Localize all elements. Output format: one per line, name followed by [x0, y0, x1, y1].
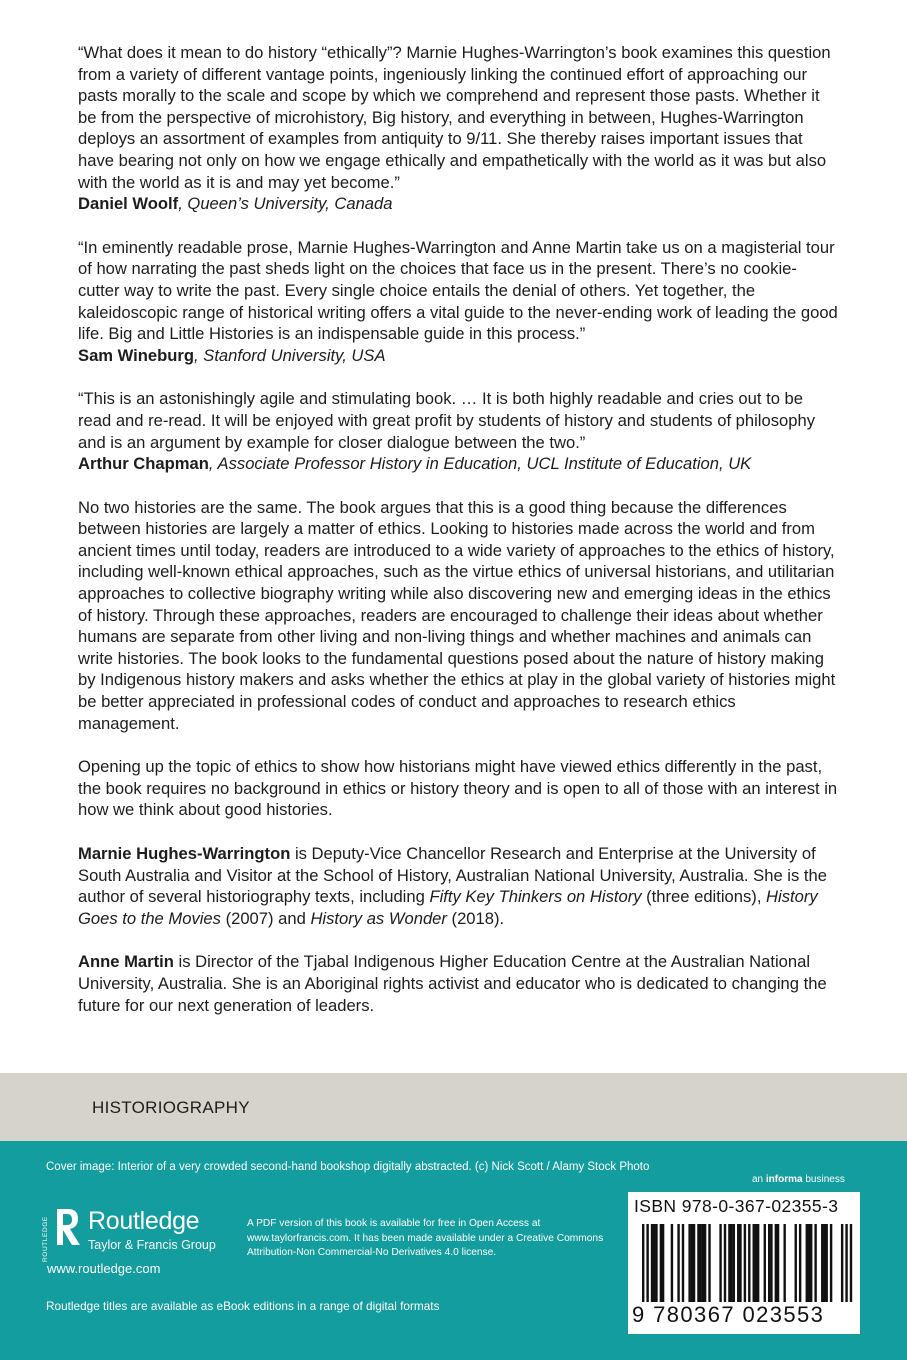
barcode-bar	[702, 1224, 704, 1302]
barcode-bar	[806, 1224, 808, 1302]
routledge-vertical-text: ROUTLEDGE	[42, 1216, 49, 1262]
review-attribution-2	[78, 345, 838, 367]
review-attribution-1	[78, 193, 838, 215]
barcode-bar	[764, 1224, 766, 1302]
author-name: Marnie Hughes-Warrington	[78, 844, 291, 863]
barcode-bar	[739, 1224, 741, 1302]
reviewer-name: Daniel Woolf	[78, 194, 179, 214]
author-bio-text: (2007) and	[220, 908, 311, 928]
book-title: History Goes to the Movies	[78, 887, 818, 928]
barcode-bar	[724, 1224, 726, 1302]
category-band	[0, 1073, 907, 1141]
isbn-barcode-box	[628, 1192, 860, 1334]
barcode-bar	[850, 1224, 852, 1302]
barcode-bar	[748, 1224, 750, 1302]
reviewer-affiliation: , Associate Professor History in Education, UCL Institute of Education, UK	[208, 454, 752, 474]
barcode-bar	[768, 1224, 770, 1302]
review-quote-1: “What does it mean to do history “ethically”? Marnie Hughes-Warrington’s book examines this question from a variety of different vantage points, ingeniously linking the continued effort of approaching our pasts morally to the scale and scope by which we comprehend and represent those pasts. Whether it be from the perspective of microhistory, Big history, and everything in between, Hughes-Warrington deploys an assortment of examples from antiquity to 9/11. She thereby raises important issues that have bearing not only on how we engage ethically and empathetically with the world as it was but also with the world as it is and may yet become.”	[78, 43, 831, 192]
open-access-notice: A PDF version of this book is available for free in Open Access at www.taylorfrancis.com. It has been made available under a Creative Commons Attribution-Non Commercial-No Derivatives 4.0 license.	[247, 1218, 604, 1258]
description-paragraph-2: Opening up the topic of ethics to show how historians might have viewed ethics differently in the past, the book requires no background in ethics or history theory and is open to all of those with an interest in how we think about good histories.	[78, 757, 838, 820]
barcode-bar	[825, 1224, 827, 1302]
barcode-icon	[642, 1224, 852, 1302]
barcode-bar	[777, 1224, 779, 1302]
barcode-bar	[775, 1224, 777, 1302]
barcode-bar	[693, 1224, 695, 1302]
barcode-bar	[691, 1224, 693, 1302]
barcode-bar	[677, 1224, 679, 1302]
barcode-bar	[730, 1224, 732, 1302]
barcode-bar	[660, 1224, 662, 1302]
barcode-bar	[671, 1224, 673, 1302]
barcode-digits: 9 780367 023553	[632, 1302, 825, 1327]
barcode-bar	[770, 1224, 772, 1302]
barcode-bar	[719, 1224, 721, 1302]
barcode-bar	[783, 1224, 785, 1302]
author-bio-text: (2018).	[446, 908, 505, 928]
informa-text: an	[752, 1174, 766, 1185]
barcode-bar	[697, 1224, 699, 1302]
cover-image-credit: Cover image: Interior of a very crowded second-hand bookshop digitally abstracted. (c) Nick Scott / Alamy Stock Photo	[46, 1161, 650, 1173]
barcode-bar	[708, 1224, 710, 1302]
informa-brand: informa	[765, 1174, 803, 1185]
author-name: Anne Martin	[78, 952, 174, 972]
book-title: Fifty Key Thinkers on History	[429, 887, 642, 907]
publisher-subtitle: Taylor & Francis Group	[88, 1238, 216, 1252]
reviewer-affiliation: , Queen’s University, Canada	[178, 194, 393, 214]
barcode-bar	[737, 1224, 739, 1302]
back-cover-text	[78, 42, 838, 1038]
reviewer-affiliation: , Stanford University, USA	[194, 345, 386, 365]
barcode-bar	[642, 1224, 644, 1302]
reviewer-name: Sam Wineburg	[78, 345, 195, 365]
barcode-bar	[653, 1224, 655, 1302]
barcode-bar	[682, 1224, 684, 1302]
barcode-bar	[830, 1224, 832, 1302]
barcode-bar	[808, 1224, 810, 1302]
barcode-bar	[646, 1224, 648, 1302]
barcode-bar	[799, 1224, 801, 1302]
review-quote-3: “This is an astonishingly agile and stimulating book. … It is both highly readable and cries out to be read and re-read. It will be enjoyed with great profit by students of history and students of philosophy and is an argument by example for closer dialogue between the two.”	[78, 389, 816, 452]
review-quote-2: “In eminently readable prose, Marnie Hughes-Warrington and Anne Martin take us on a magisterial tour of how narrating the past sheds light on the choices that face us in the present. There’s no cookie-cutter way to write the past. Every single choice entails the denial of others. Yet together, the kaleidoscopic range of historical writing offers a vital guide to the never-ending work of leading the good life. Big and Little Histories is an indispensable guide in this process.”	[78, 237, 838, 344]
barcode-bar	[699, 1224, 701, 1302]
ebook-notice: Routledge titles are available as eBook editions in a range of digital formats	[46, 1299, 440, 1313]
barcode-bar	[821, 1224, 823, 1302]
reviewer-name: Arthur Chapman	[78, 454, 209, 474]
category-label: HISTORIOGRAPHY	[92, 1098, 250, 1117]
barcode-bar	[795, 1224, 797, 1302]
barcode-bar	[704, 1224, 706, 1302]
barcode-bar	[845, 1224, 847, 1302]
book-title: History as Wonder	[310, 908, 447, 928]
description-paragraph-1: No two histories are the same. The book argues that this is a good thing because the differences between histories are largely a matter of ethics. Looking to histories made across the world and from ancient times until today, readers are introduced to a wide variety of approaches to the ethics of history, including well-known ethical approaches, such as the virtue ethics of universal historians, and utilitarian approaches to collective biography writing while also discovering new and emerging ideas in the ethics of history. Through these approaches, readers are encouraged to challenge their ideas about whether humans are separate from other living and non-living things and whether machines and animals can write histories. The book looks to the fundamental questions posed about the nature of history making by Indigenous history makers and asks whether the ethics at play in the global variety of histories might be better appreciated in professional codes of conduct and approaches to research ethics management.	[78, 497, 836, 733]
barcode-bar	[733, 1224, 735, 1302]
barcode-bar	[728, 1224, 730, 1302]
barcode-bar	[841, 1224, 843, 1302]
barcode-bar	[744, 1224, 746, 1302]
barcode-bar	[688, 1224, 690, 1302]
barcode-bar	[655, 1224, 657, 1302]
informa-business-tag	[752, 1174, 845, 1185]
author-bio-text: (three editions),	[641, 887, 767, 907]
author-bio-text: is Deputy-Vice Chancellor Research and Enterprise at the University of South Australia and Visitor at the School of History, Australian National University, Australia. She is the author of several historiography texts, including	[78, 844, 827, 907]
barcode-bar	[662, 1224, 664, 1302]
publisher-footer	[0, 1141, 907, 1360]
publisher-website[interactable]: www.routledge.com	[47, 1261, 161, 1276]
publisher-name: Routledge	[88, 1207, 200, 1235]
informa-text: business	[802, 1174, 845, 1185]
routledge-r-icon	[44, 1205, 84, 1263]
barcode-bar	[651, 1224, 653, 1302]
isbn-number: ISBN 978-0-367-02355-3	[634, 1196, 839, 1216]
barcode-bar	[823, 1224, 825, 1302]
barcode-bar	[810, 1224, 812, 1302]
author-bio-1	[78, 843, 838, 929]
barcode-bar	[814, 1224, 816, 1302]
barcode-bar	[755, 1224, 757, 1302]
barcode-bar	[757, 1224, 759, 1302]
review-attribution-3	[78, 453, 838, 475]
barcode-bar	[753, 1224, 755, 1302]
author-bio-text: is Director of the Tjabal Indigenous Higher Education Centre at the Australian National University, Australia. She is an Aboriginal rights activist and educator who is dedicated to changing the future for our next generation of leaders.	[78, 952, 827, 1015]
author-bio-2	[78, 951, 838, 1016]
